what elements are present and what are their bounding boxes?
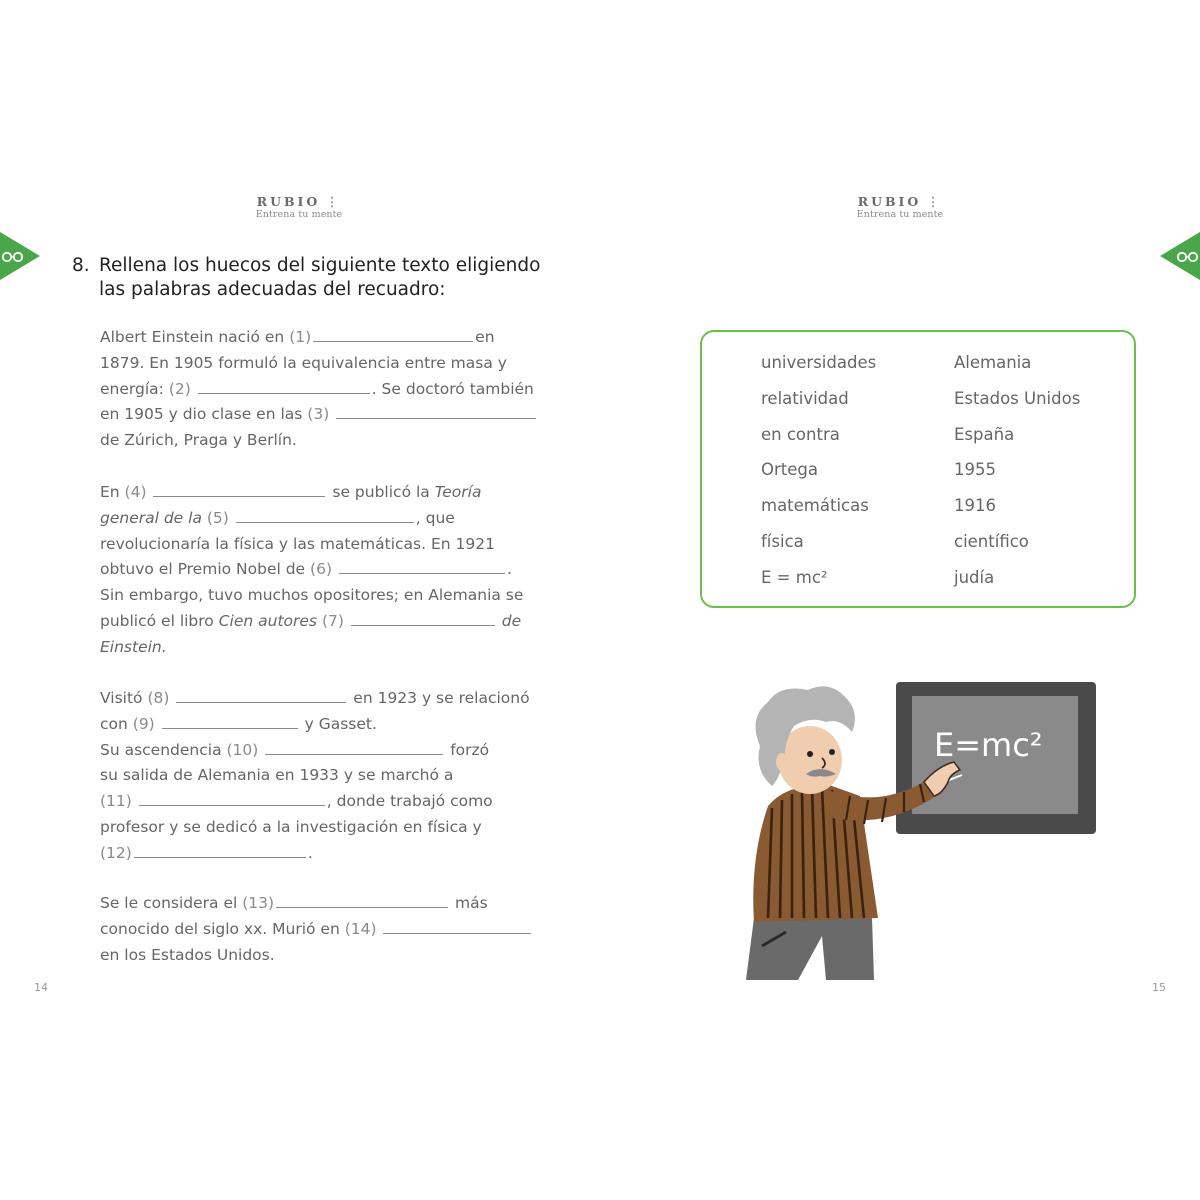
text-line: su salida de Alemania en 1933 y se marchó a xyxy=(100,766,454,785)
instruction-line: las palabras adecuadas del recuadro: xyxy=(99,279,446,300)
text: en 1923 y se relacionó xyxy=(353,689,530,707)
text: con xyxy=(100,714,133,733)
text-line: de Zúrich, Praga y Berlín. xyxy=(100,431,297,450)
blackboard xyxy=(896,682,1096,834)
book-title: de xyxy=(501,611,522,630)
blank-11[interactable] xyxy=(139,790,325,806)
text-line: revolucionaría la física y las matemáticas. En 1921 xyxy=(100,534,495,553)
trousers xyxy=(746,918,874,980)
blank-7[interactable] xyxy=(351,610,495,626)
word-option: judía xyxy=(954,567,995,587)
word-option: en contra xyxy=(761,424,840,444)
word-box xyxy=(700,330,1136,608)
blank-13[interactable] xyxy=(276,892,448,908)
text: en xyxy=(475,328,495,346)
blank-number: (9) xyxy=(132,714,155,733)
blank-1[interactable] xyxy=(313,326,473,342)
text: se publicó la xyxy=(332,483,435,501)
text: conocido del siglo xx. Murió en xyxy=(100,919,345,938)
text: más xyxy=(455,894,488,912)
text: energía: xyxy=(100,379,169,398)
text: Se le considera el xyxy=(100,894,243,912)
brand-logo xyxy=(244,194,354,220)
text: publicó el libro xyxy=(100,611,219,630)
word-column-2 xyxy=(954,350,1080,601)
blank-number: (1) xyxy=(289,328,312,346)
word-option: 1916 xyxy=(954,496,996,516)
paragraph-2 xyxy=(100,480,540,661)
blank-2[interactable] xyxy=(198,378,370,394)
blank-number: (10) xyxy=(226,740,259,759)
word-column-1 xyxy=(761,350,876,601)
brand-tagline: Entrena tu mente xyxy=(856,209,944,220)
word-option: científico xyxy=(954,531,1029,551)
text: . Se doctoró también xyxy=(371,379,534,398)
brand-tagline: Entrena tu mente xyxy=(255,209,343,220)
text: Visitó xyxy=(100,689,148,707)
text: obtuvo el Premio Nobel de xyxy=(100,560,311,579)
word-option: Ortega xyxy=(761,460,818,480)
text: y Gasset. xyxy=(304,714,377,733)
book-title: Teoría xyxy=(434,483,482,501)
text: Su ascendencia xyxy=(100,740,227,759)
book-title: general de la xyxy=(100,508,207,527)
page-number: 14 xyxy=(34,981,48,994)
blank-4[interactable] xyxy=(153,481,325,497)
word-option: Estados Unidos xyxy=(954,388,1081,408)
blank-5[interactable] xyxy=(236,507,414,523)
brand-logo xyxy=(845,194,955,220)
glasses-icon xyxy=(0,232,40,280)
word-option: física xyxy=(761,531,804,551)
word-option: E = mc² xyxy=(761,567,828,587)
text-line: 1879. En 1905 formuló la equivalencia entre masa y xyxy=(100,353,507,372)
exercise-number: 8. xyxy=(72,255,90,276)
blank-14[interactable] xyxy=(383,918,531,934)
word-option: universidades xyxy=(761,353,877,372)
book-title: Einstein. xyxy=(100,637,167,656)
blank-number: (6) xyxy=(310,560,332,579)
blank-number: (7) xyxy=(317,611,344,630)
text: , que xyxy=(415,508,455,527)
blank-number: (12) xyxy=(100,843,132,862)
page-number: 15 xyxy=(1152,981,1166,994)
blank-3[interactable] xyxy=(336,403,536,419)
glasses-icon xyxy=(1160,232,1200,280)
word-option: 1955 xyxy=(954,460,996,480)
text: . xyxy=(506,560,512,579)
blank-6[interactable] xyxy=(339,558,505,574)
paragraph-4 xyxy=(100,891,540,968)
text: forzó xyxy=(450,740,490,759)
blank-number: (14) xyxy=(344,919,377,938)
blank-number: (2) xyxy=(168,379,191,398)
text-line: en los Estados Unidos. xyxy=(100,945,275,964)
blank-number: (4) xyxy=(124,483,147,501)
text: . xyxy=(307,843,313,862)
text: Albert Einstein nació en xyxy=(100,328,290,346)
blank-number: (3) xyxy=(307,405,330,424)
brand-name: RUBIO ⋮ xyxy=(857,194,943,209)
text-line: profesor y se dedicó a la investigación en física y xyxy=(100,817,482,836)
text: En xyxy=(100,483,125,501)
text: , donde trabajó como xyxy=(326,792,493,811)
blackboard-formula: E=mc² xyxy=(934,726,1043,764)
paragraph-1 xyxy=(100,325,540,454)
blank-number: (8) xyxy=(147,689,170,707)
blank-number: (11) xyxy=(100,792,132,811)
blank-8[interactable] xyxy=(176,687,346,703)
instruction-line: Rellena los huecos del siguiente texto eligiendo xyxy=(99,255,541,276)
blank-9[interactable] xyxy=(162,713,298,729)
word-option: matemáticas xyxy=(761,496,869,516)
blank-10[interactable] xyxy=(265,739,443,755)
blank-number: (5) xyxy=(206,508,229,527)
einstein-illustration xyxy=(728,678,1100,984)
brand-name: RUBIO ⋮ xyxy=(256,194,342,209)
book-title: Cien autores xyxy=(218,611,318,630)
text: en 1905 y dio clase en las xyxy=(100,405,308,424)
text-line: Sin embargo, tuvo muchos opositores; en Alemania se xyxy=(100,586,524,605)
word-option: Alemania xyxy=(954,353,1032,372)
word-option: España xyxy=(954,424,1015,444)
blank-number: (13) xyxy=(242,894,275,912)
paragraph-3 xyxy=(100,686,540,867)
word-option: relatividad xyxy=(761,388,849,408)
blank-12[interactable] xyxy=(134,842,306,858)
